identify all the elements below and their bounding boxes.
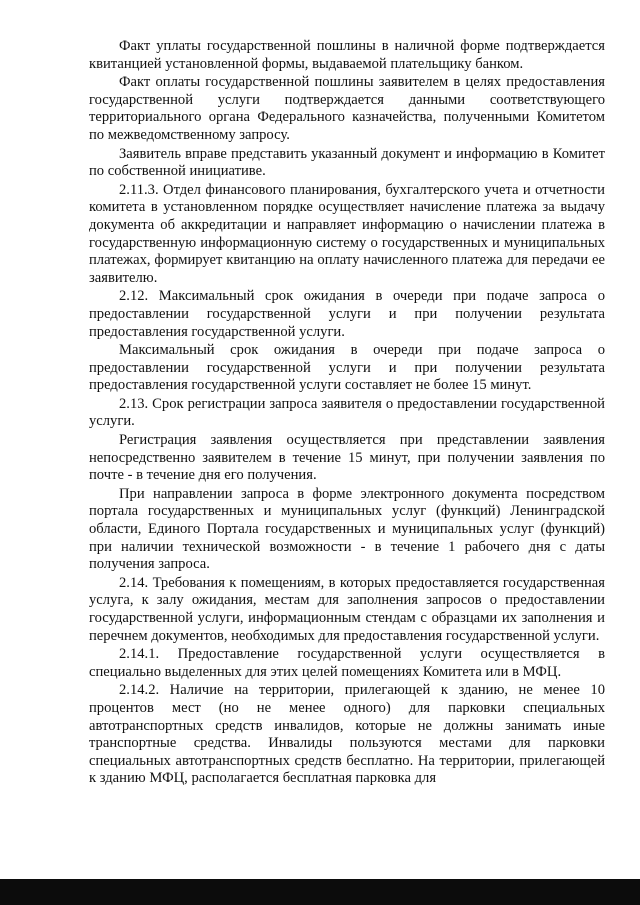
paragraph-2-14: 2.14. Требования к помещениям, в которых предоставляется государственная услуга, к залу ожидания, местам для заполнения запросов о предоставлении государственной услуги, информационным стендам с образцами их заполнения и перечнем документов, необходимых для предоставления государственной услуги. xyxy=(89,574,605,644)
paragraph-fee-cash-receipt: Факт уплаты государственной пошлины в наличной форме подтверждается квитанцией установленной формы, выдаваемой плательщику банком. xyxy=(89,38,605,72)
paragraph-2-12: 2.12. Максимальный срок ожидания в очереди при подаче запроса о предоставлении государственной услуги и при получении результата предоставления государственной услуги. xyxy=(89,288,605,340)
paragraph-2-11-3: 2.11.3. Отдел финансового планирования, бухгалтерского учета и отчетности комитета в установленном порядке осуществляет начисление платежа за выдачу документа об аккредитации и направляет информацию о начислении платежа в государственную информационную систему о государственных и муниципальных платежах, формирует квитанцию на оплату начисленного платежа для передачи ее заявителю. xyxy=(89,181,605,286)
paragraph-own-initiative: Заявитель вправе представить указанный документ и информацию в Комитет по собственной инициативе. xyxy=(89,145,605,180)
paragraph-2-14-2: 2.14.2. Наличие на территории, прилегающей к зданию, не менее 10 процентов мест (но не менее одного) для парковки специальных автотранспортных средств инвалидов, которые не должны занимать иные транспортные средства. Инвалиды пользуются местами для парковки специальных автотранспортных средств бесплатно. На территории, прилегающей к зданию МФЦ, располагается бесплатная парковка для xyxy=(89,682,605,787)
paragraph-fee-treasury-data: Факт оплаты государственной пошлины заявителем в целях предоставления государственной услуги подтверждается данными соответствующего территориального органа Федерального казначейства, полученными Комитетом по межведомственному запросу. xyxy=(89,74,605,143)
paragraph-2-13: 2.13. Срок регистрации запроса заявителя о предоставлении государственной услуги. xyxy=(89,395,605,430)
paragraph-max-wait-time: Максимальный срок ожидания в очереди при подаче запроса о предоставлении государственной услуги и при получении результата предоставления государственной услуги составляет не более 15 минут. xyxy=(89,342,605,394)
scan-bottom-edge xyxy=(0,879,640,905)
paragraph-electronic-request: При направлении запроса в форме электронного документа посредством портала государственных и муниципальных услуг (функций) Ленинградской области, Единого Портала государственных и муниципальных услуг (функций) при наличии технической возможности - в течение 1 рабочего дня с даты получения запроса. xyxy=(89,485,605,573)
document-body xyxy=(89,38,605,788)
paragraph-2-14-1: 2.14.1. Предоставление государственной услуги осуществляется в специально выделенных для этих целей помещениях Комитета или в МФЦ. xyxy=(89,646,605,680)
paragraph-registration-time: Регистрация заявления осуществляется при представлении заявления непосредственно заявителем в течение 15 минут, при получении заявления по почте - в течение дня его получения. xyxy=(89,432,605,484)
